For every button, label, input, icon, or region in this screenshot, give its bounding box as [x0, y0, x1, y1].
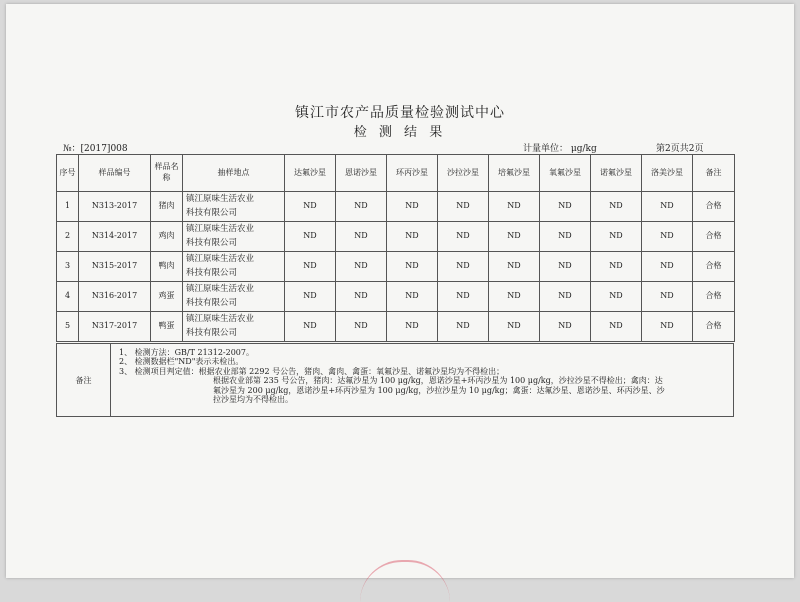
- measurement-unit: 计量单位： μg/kg: [523, 144, 597, 154]
- note-line-3-cont: 氟沙星为 200 μg/kg，恩诺沙星+环丙沙星为 100 μg/kg，沙拉沙星为 10 μg/kg；禽蛋：达氟沙星、恩诺沙星、环丙沙星、沙: [213, 385, 665, 395]
- notes-row: [57, 344, 734, 417]
- cell-value: ND: [336, 282, 387, 312]
- cell-value: ND: [540, 222, 591, 252]
- cell-remark: 合格: [693, 222, 735, 252]
- header-site: 抽样地点: [183, 155, 285, 192]
- cell-value: ND: [642, 282, 693, 312]
- cell-value: ND: [285, 222, 336, 252]
- header-sarafloxacin: 沙拉沙星: [438, 155, 489, 192]
- cell-value: ND: [285, 312, 336, 342]
- cell-value: ND: [540, 192, 591, 222]
- cell-value: ND: [489, 282, 540, 312]
- cell-value: ND: [489, 222, 540, 252]
- cell-value: ND: [336, 192, 387, 222]
- table-header-row: [57, 155, 735, 192]
- cell-value: ND: [540, 312, 591, 342]
- site-line-2: 科技有限公司: [186, 237, 238, 248]
- site-line-2: 科技有限公司: [186, 327, 238, 338]
- cell-sample-name: 鸭肉: [151, 252, 183, 282]
- cell-value: ND: [489, 312, 540, 342]
- cell-value: ND: [642, 222, 693, 252]
- cell-sample-no: N317-2017: [79, 312, 151, 342]
- header-danofloxacin: 达氟沙星: [285, 155, 336, 192]
- cell-value: ND: [285, 282, 336, 312]
- cell-site: [183, 222, 285, 252]
- table-row: [57, 192, 735, 222]
- site-line-2: 科技有限公司: [186, 207, 238, 218]
- cell-value: ND: [438, 192, 489, 222]
- site-line-1: 镇江原味生活农业: [186, 253, 255, 264]
- header-ciprofloxacin: 环丙沙星: [387, 155, 438, 192]
- header-seq: 序号: [57, 155, 79, 192]
- cell-sample-name: 鸭蛋: [151, 312, 183, 342]
- cell-value: ND: [387, 192, 438, 222]
- cell-value: ND: [285, 192, 336, 222]
- header-pefloxacin: 培氟沙星: [489, 155, 540, 192]
- cell-sample-no: N315-2017: [79, 252, 151, 282]
- note-line-2: 2、 检测数据栏"ND"表示未检出。: [119, 357, 244, 367]
- header-ofloxacin: 氧氟沙星: [540, 155, 591, 192]
- cell-value: ND: [336, 252, 387, 282]
- site-line-1: 镇江原味生活农业: [186, 283, 255, 294]
- cell-value: ND: [591, 192, 642, 222]
- note-line-1: 1、 检测方法：GB/T 21312-2007。: [119, 348, 254, 357]
- cell-value: ND: [489, 252, 540, 282]
- cell-value: ND: [438, 222, 489, 252]
- site-line-2: 科技有限公司: [186, 267, 238, 278]
- notes-table: [56, 343, 734, 417]
- cell-value: ND: [285, 252, 336, 282]
- header-sample-no: 样品编号: [79, 155, 151, 192]
- site-line-1: 镇江原味生活农业: [186, 193, 255, 204]
- page-indicator: 第2页共2页: [656, 144, 704, 154]
- cell-value: ND: [387, 312, 438, 342]
- cell-sample-no: N313-2017: [79, 192, 151, 222]
- cell-value: ND: [591, 282, 642, 312]
- header-lomefloxacin: 洛美沙星: [642, 155, 693, 192]
- cell-seq: 5: [57, 312, 79, 342]
- cell-sample-name: 鸡肉: [151, 222, 183, 252]
- cell-value: ND: [438, 252, 489, 282]
- note-line-3: 3、 检测项目判定值：根据农业部第 2292 号公告，猪肉、禽肉、禽蛋：氧氟沙星、诺氟沙星均为不得检出；: [119, 366, 505, 376]
- cell-sample-no: N314-2017: [79, 222, 151, 252]
- cell-value: ND: [642, 192, 693, 222]
- header-remark: 备注: [693, 155, 735, 192]
- cell-remark: 合格: [693, 192, 735, 222]
- cell-site: [183, 252, 285, 282]
- cell-seq: 2: [57, 222, 79, 252]
- cell-value: ND: [591, 252, 642, 282]
- results-table: [56, 154, 735, 342]
- cell-remark: 合格: [693, 252, 735, 282]
- cell-value: ND: [387, 222, 438, 252]
- cell-value: ND: [642, 252, 693, 282]
- cell-value: ND: [591, 312, 642, 342]
- notes-body: [111, 344, 734, 417]
- table-row: [57, 282, 735, 312]
- cell-site: [183, 192, 285, 222]
- site-line-1: 镇江原味生活农业: [186, 223, 255, 234]
- header-enrofloxacin: 恩诺沙星: [336, 155, 387, 192]
- note-line-3-cont: 拉沙星均为不得检出。: [213, 395, 293, 405]
- cell-value: ND: [387, 282, 438, 312]
- header-sample-name: 样品名称: [151, 155, 183, 192]
- notes-label: 备注: [57, 344, 111, 417]
- site-line-2: 科技有限公司: [186, 297, 238, 308]
- cell-value: ND: [336, 312, 387, 342]
- cell-seq: 3: [57, 252, 79, 282]
- table-row: [57, 252, 735, 282]
- cell-value: ND: [540, 282, 591, 312]
- cell-value: ND: [642, 312, 693, 342]
- cell-value: ND: [336, 222, 387, 252]
- cell-value: ND: [438, 312, 489, 342]
- table-row: [57, 222, 735, 252]
- cell-sample-no: N316-2017: [79, 282, 151, 312]
- cell-remark: 合格: [693, 282, 735, 312]
- cell-seq: 1: [57, 192, 79, 222]
- document-subtitle: 检 测 结 果: [353, 125, 447, 140]
- header-norfloxacin: 诺氟沙星: [591, 155, 642, 192]
- document-title: 镇江市农产品质量检验测试中心: [295, 105, 505, 121]
- cell-site: [183, 282, 285, 312]
- cell-value: ND: [591, 222, 642, 252]
- cell-remark: 合格: [693, 312, 735, 342]
- cell-value: ND: [438, 282, 489, 312]
- document-number: №：[2017]008: [63, 144, 128, 154]
- note-line-3-cont: 根据农业部第 235 号公告，猪肉：达氟沙星为 100 μg/kg，恩诺沙星+环丙沙星为 100 μg/kg，沙拉沙星不得检出；禽肉：达: [213, 376, 663, 386]
- site-line-1: 镇江原味生活农业: [186, 313, 255, 324]
- cell-sample-name: 猪肉: [151, 192, 183, 222]
- cell-value: ND: [540, 252, 591, 282]
- cell-value: ND: [387, 252, 438, 282]
- table-row: [57, 312, 735, 342]
- cell-sample-name: 鸡蛋: [151, 282, 183, 312]
- cell-seq: 4: [57, 282, 79, 312]
- cell-site: [183, 312, 285, 342]
- cell-value: ND: [489, 192, 540, 222]
